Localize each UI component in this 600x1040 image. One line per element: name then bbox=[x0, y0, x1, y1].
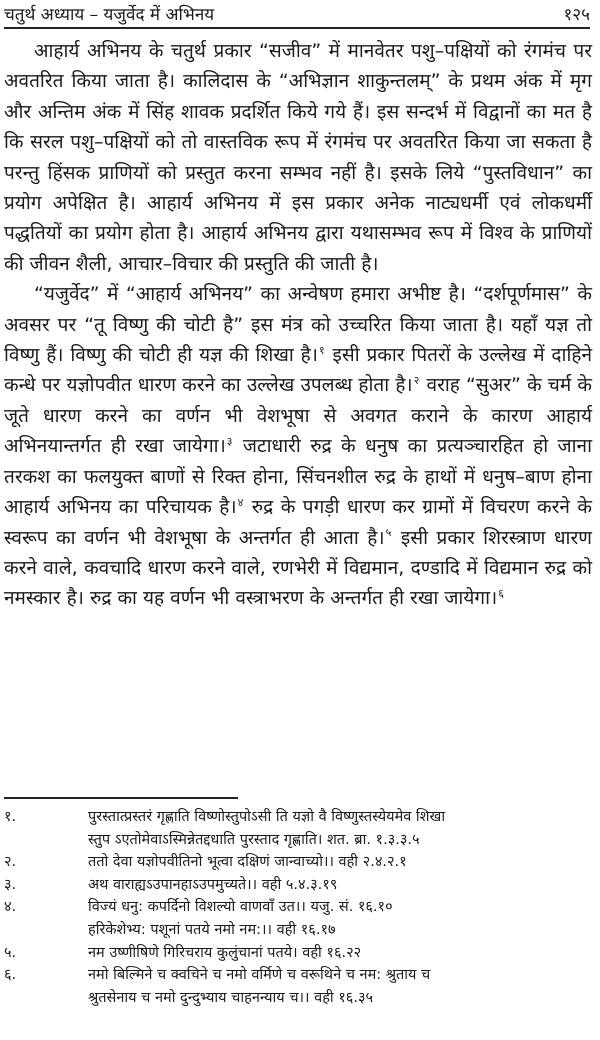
footnote-line: नमो बिल्मिने च क्वचिने च नमो वर्मिणे च वरूथिने च नम: श्रुताय च bbox=[88, 967, 431, 984]
paragraph-2-segment: इसी प्रकार शिरस्त्राण धारण करने वाले, कवचादि धारण करने वाले, रणभेरी में विद्यमान, दण्डादि में विद्यमान रुद्र को नमस्कार है। रुद्र का यह वर्णन भी वस्त्राभरण के अन्तर्गत ही रखा जायेगा। bbox=[4, 526, 592, 610]
footnote-ref-3[interactable]: ३ bbox=[226, 434, 233, 448]
footnote-line: अथ वाराह्यऽउपानहाऽउपमुच्यते।। वही ५.४.३.१९ bbox=[88, 876, 338, 893]
paragraph-1 bbox=[4, 36, 592, 279]
footnote-6 bbox=[4, 964, 596, 1009]
paragraph-2-segment: इसी प्रकार पितरों के उल्लेख में दाहिने कन्धे पर यज्ञोपवीत धारण करने का उल्लेख उपलब्ध होता है। bbox=[4, 344, 592, 397]
footnote-line: पुरस्तात्प्रस्तरं गृह्णाति विष्णोस्तुपोऽसी ति यज्ञो वै विष्णुस्तस्येयमेव शिखा bbox=[88, 809, 446, 825]
footnote-text bbox=[88, 964, 596, 1009]
footnote-ref-6[interactable]: ६ bbox=[498, 586, 504, 600]
footnote-line: ततो देवा यज्ञोपवीतिनो भूत्वा दक्षिणं जान्वाच्यो।। वही २.४.२.१ bbox=[88, 854, 407, 871]
paragraph-2-segment: “यजुर्वेद” में “आहार्य अभिनय” का अन्वेषण हमारा अभीष्ट है। “दर्शपूर्णमास” के अवसर पर “तू विष्णु की चोटी है” इस मंत्र को उच्चरित किया जाता है। यहाँ यज्ञ तो विष्णु हैं। विष्णु की चोटी ही यज्ञ की शिखा है। bbox=[4, 283, 592, 367]
footnotes bbox=[4, 806, 596, 1009]
footnote-text bbox=[88, 942, 596, 965]
chapter-title: चतुर्थ अध्याय – यजुर्वेद में अभिनय bbox=[4, 5, 215, 25]
footnote-number: ५. bbox=[4, 944, 17, 961]
running-header bbox=[4, 0, 590, 29]
footnote-line: हरिकेशेभ्य: पशूनां पतये नमो नम:।। वही १६.१७ bbox=[88, 921, 336, 938]
footnote-1 bbox=[4, 806, 596, 851]
paragraph-1-text: आहार्य अभिनय के चतुर्थ प्रकार “सजीव” में मानवेतर पशु–पक्षियों को रंगमंच पर अवतरित किया जाता है। कालिदास के “अभिज्ञान शाकुन्तलम्” के प्रथम अंक में मृग और अन्तिम अंक में सिंह शावक प्रदर्शित किये गये हैं। इस सन्दर्भ में विद्वानों का मत है कि सरल पशु–पक्षियों को तो वास्तविक रूप में रंगमंच पर अवतरित किया जा सकता है परन्तु हिंसक प्राणियों को प्रस्तुत करना सम्भव नहीं है। इसके लिये “पुस्तविधान” का प्रयोग अपेक्षित है। आहार्य अभिनय में इस प्रकार अनेक नाट्यधर्मी एवं लोकधर्मी पद्धतियों का प्रयोग होता है। आहार्य अभिनय द्वारा यथासम्भव रूप में विश्व के प्राणियों की जीवन शैली, आचार–विचार की प्रस्तुति की जाती है। bbox=[4, 40, 592, 275]
body-text bbox=[4, 36, 592, 614]
footnote-5 bbox=[4, 942, 596, 965]
footnote-divider bbox=[4, 797, 238, 799]
footnote-text bbox=[88, 896, 596, 941]
footnote-3 bbox=[4, 874, 596, 897]
paragraph-2 bbox=[4, 279, 592, 613]
footnote-4 bbox=[4, 896, 596, 941]
footnote-number: ३. bbox=[4, 876, 17, 893]
footnote-text bbox=[88, 874, 596, 897]
footnote-line: स्तुप ऽएतोमेवाऽस्मिन्नेतद्दधाति पुरस्ताद गृह्णाति। शत. ब्रा. १.३.३.५ bbox=[88, 831, 420, 848]
footnote-ref-1[interactable]: १ bbox=[318, 343, 325, 357]
footnote-text bbox=[88, 806, 596, 851]
footnote-ref-2[interactable]: २ bbox=[413, 374, 420, 388]
footnote-line: विज्यं धनु: कपर्दिनो विशल्यो वाणवाँ उत।। यजु. सं. १६.१० bbox=[88, 899, 393, 916]
paragraph-2-segment: रुद्र के पगड़ी धारण कर ग्रामों में विचरण करने के स्वरूप का वर्णन भी वेशभूषा के अन्तर्गत ही आता है। bbox=[4, 496, 592, 549]
footnote-line: श्रुतसेनाय च नमो दुन्दुभ्याय चाहनन्याय च।। वही १६.३५ bbox=[88, 989, 374, 1006]
footnote-ref-5[interactable]: ५ bbox=[385, 526, 392, 540]
footnote-number: २. bbox=[4, 854, 17, 871]
footnote-ref-4[interactable]: ४ bbox=[237, 495, 244, 509]
footnote-line: नम उष्णीषिणे गिरिचराय कुलुंचानां पतये। वही १६.२२ bbox=[88, 944, 362, 961]
paragraph-2-segment: जटाधारी रुद्र के धनुष का प्रत्यञ्चारहित हो जाना तरकश का फलयुक्त बाणों से रिक्त होना, सिंचनशील रुद्र के हाथों में धनुष–बाण होना आहार्य अभिनय का परिचायक है। bbox=[4, 435, 592, 519]
footnote-number: ६. bbox=[4, 967, 17, 984]
footnote-2 bbox=[4, 851, 596, 874]
page-number: १२५ bbox=[563, 5, 590, 25]
paragraph-2-segment: वराह “सुअर” के चर्म के जूते धारण करने का वर्णन भी वेशभूषा से अवगत कराने के कारण आहार्य अभिनयान्तर्गत ही रखा जायेगा। bbox=[4, 374, 592, 458]
footnote-number: ४. bbox=[4, 899, 17, 916]
footnote-text bbox=[88, 851, 596, 874]
footnote-number: १. bbox=[4, 809, 17, 825]
